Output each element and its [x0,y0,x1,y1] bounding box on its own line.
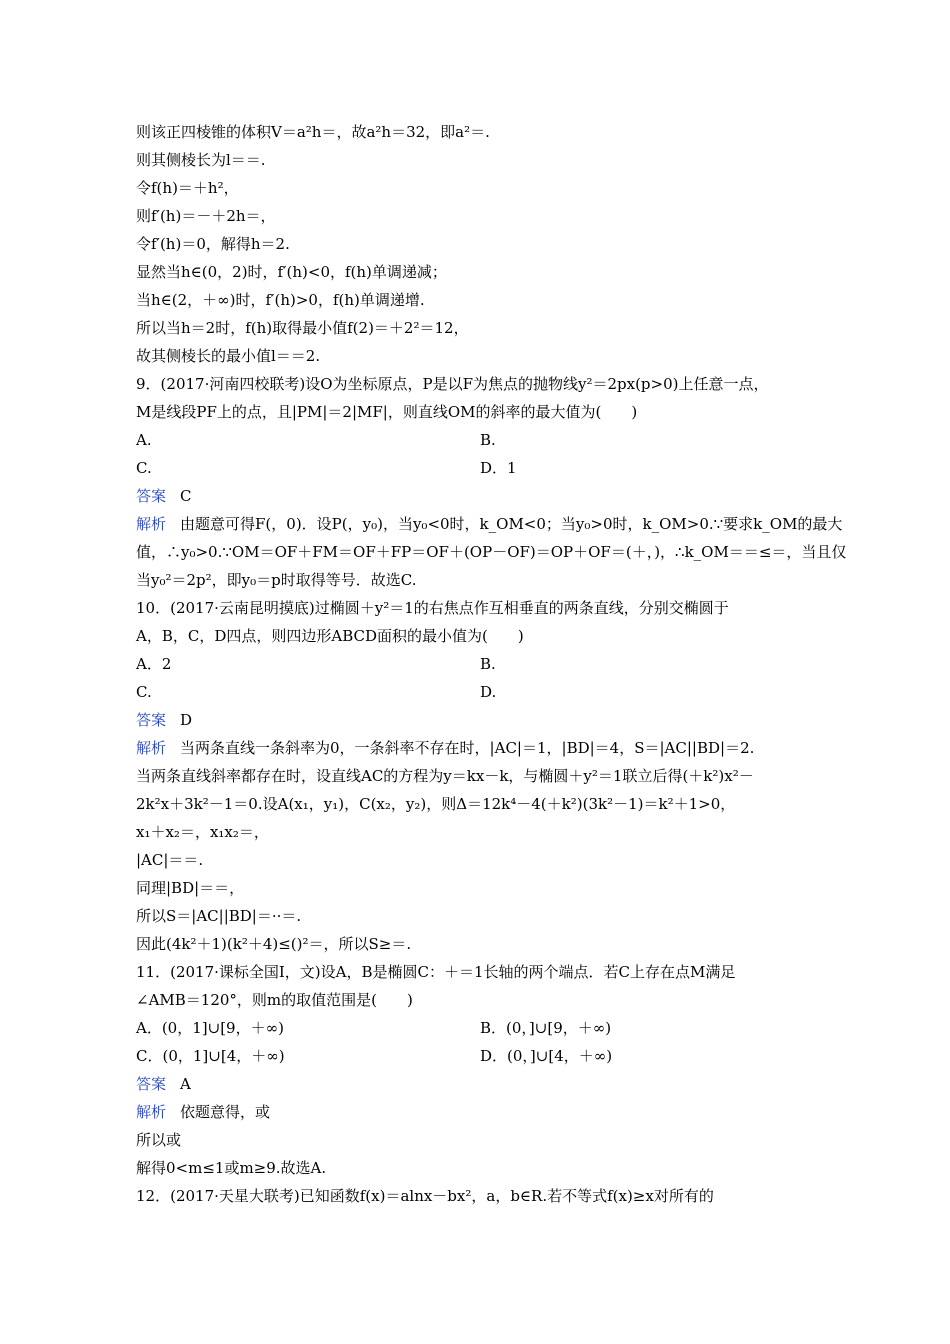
answer-value: D [180,711,193,729]
answer-label: 答案 [136,1075,167,1093]
answer-value: A [180,1075,191,1093]
analysis-line: 同理|BD|＝＝， [136,879,245,897]
answer-value: C [180,487,192,505]
solution-line: 当h∈(2，＋∞)时，f′(h)>0，f(h)单调递增. [136,291,425,309]
question-10-option-b: B. [480,655,496,673]
analysis-label: 解析 [136,1103,167,1121]
solution-line: 令f(h)＝＋h²， [136,179,239,197]
question-11-option-b: B．(0，]∪[9，＋∞) [480,1019,612,1037]
analysis-line: 解得0<m≤1或m≥9.故选A. [136,1159,327,1177]
analysis-text: 依题意得，或 [180,1103,271,1121]
question-10-answer [136,711,192,729]
question-9-stem: M是线段PF上的点，且|PM|＝2|MF|，则直线OM的斜率的最大值为( ) [136,403,638,421]
question-9-option-d: D．1 [480,459,517,477]
solution-line: 则f′(h)＝－＋2h＝， [136,207,276,225]
question-9-option-a: A. [136,431,152,449]
solution-line: 所以当h＝2时，f(h)取得最小值f(2)＝＋2²＝12， [136,319,469,337]
question-11-analysis [136,1103,270,1121]
analysis-line: 所以或 [136,1131,182,1149]
question-11-stem: 11．(2017·课标全国Ⅰ，文)设A，B是椭圆C：＋＝1长轴的两个端点．若C上存在点M满足 [136,963,736,981]
analysis-label: 解析 [136,739,167,757]
question-10-option-a: A．2 [136,655,172,673]
question-9-answer [136,487,192,505]
question-11-option-c: C．(0，1]∪[4，＋∞) [136,1047,285,1065]
question-10-option-d: D. [480,683,497,701]
question-12-stem: 12．(2017·天星大联考)已知函数f(x)＝alnx－bx²，a，b∈R.若不等式f(x)≥x对所有的 [136,1187,714,1205]
question-9-option-b: B. [480,431,496,449]
solution-line: 故其侧棱长的最小值l＝＝2. [136,347,321,365]
question-10-option-c: C. [136,683,152,701]
analysis-line: x₁＋x₂＝，x₁x₂＝， [136,823,269,841]
analysis-line: 所以S＝|AC||BD|＝··＝. [136,907,302,925]
analysis-line: |AC|＝＝. [136,851,204,869]
question-11-option-a: A．(0，1]∪[9，＋∞) [136,1019,284,1037]
solution-line: 则该正四棱锥的体积V＝a²h＝，故a²h＝32，即a²＝. [136,123,490,141]
analysis-line: 值，∴y₀>0.∵OM＝OF＋FM＝OF＋FP＝OF＋(OP－OF)＝OP＋OF＝(＋，)，∴k_OM＝＝≤＝，当且仅 [136,543,847,561]
question-10-analysis [136,739,754,757]
analysis-line: 因此(4k²＋1)(k²＋4)≤()²＝，所以S≥＝. [136,935,412,953]
analysis-line: 2k²x＋3k²－1＝0.设A(x₁，y₁)，C(x₂，y₂)，则Δ＝12k⁴－4(＋k²)(3k²－1)＝k²＋1>0， [136,795,736,813]
answer-label: 答案 [136,711,167,729]
question-11-option-d: D．(0，]∪[4，＋∞) [480,1047,613,1065]
solution-line: 令f′(h)＝0，解得h＝2. [136,235,290,253]
answer-label: 答案 [136,487,167,505]
analysis-line: 当两条直线斜率都存在时，设直线AC的方程为y＝kx－k，与椭圆＋y²＝1联立后得(＋k²)x²－ [136,767,754,785]
question-9-option-c: C. [136,459,152,477]
solution-line: 显然当h∈(0，2)时，f′(h)<0，f(h)单调递减； [136,263,447,281]
question-11-stem: ∠AMB＝120°，则m的取值范围是( ) [136,991,413,1009]
analysis-line: 当y₀²＝2p²，即y₀＝p时取得等号．故选C. [136,571,417,589]
question-9-stem: 9．(2017·河南四校联考)设O为坐标原点，P是以F为焦点的抛物线y²＝2px(p>0)上任意一点， [136,375,769,393]
question-10-stem: A，B，C，D四点，则四边形ABCD面积的最小值为( ) [136,627,524,645]
analysis-text: 当两条直线一条斜率为0，一条斜率不存在时，|AC|＝1，|BD|＝4，S＝|AC||BD|＝2. [180,739,755,757]
analysis-label: 解析 [136,515,167,533]
question-9-analysis [136,515,842,533]
solution-line: 则其侧棱长为l＝＝. [136,151,266,169]
question-10-stem: 10．(2017·云南昆明摸底)过椭圆＋y²＝1的右焦点作互相垂直的两条直线，分别交椭圆于 [136,599,729,617]
analysis-text: 由题意可得F(，0)．设P(，y₀)，当y₀<0时，k_OM<0；当y₀>0时，k_OM>0.∵要求k_OM的最大 [180,515,843,533]
question-11-answer [136,1075,191,1093]
